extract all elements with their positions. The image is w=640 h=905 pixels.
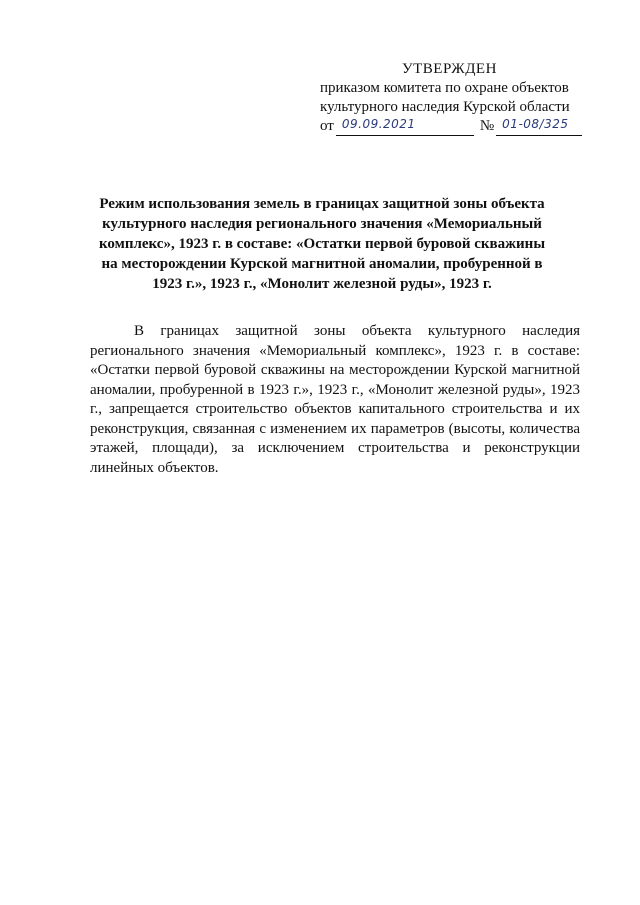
approval-line-2: культурного наследия Курской области (320, 99, 570, 115)
number-field (496, 119, 582, 136)
approval-line-1: приказом комитета по охране объектов (320, 80, 569, 96)
date-field (336, 119, 474, 136)
handwritten-date: 09.09.2021 (341, 117, 416, 131)
document-body-paragraph: В границах защитной зоны объекта культурного наследия регионального значения «Мемориальный комплекс», 1923 г. в составе: «Остатки первой буровой скважины на месторождении Курской магнитной аномалии, пробуренной в 1923 г.», 1923 г., «Монолит железной руды», 1923 г., запрещается строительство объектов капитального строительства и их реконструкция, связанная с изменением их параметров (высоты, количества этажей, площади), за исключением строительства и реконструкции линейных объектов. (90, 323, 580, 476)
date-from-label: от (320, 118, 334, 134)
approved-heading: УТВЕРЖДЕН (402, 61, 497, 77)
number-label: № (479, 118, 495, 134)
approval-stamp-block (320, 60, 590, 136)
document-title: Режим использования земель в границах защитной зоны объекта культурного наследия регионального значения «Мемориальный комплекс», 1923 г. в составе: «Остатки первой буровой скважины на месторождении Курской магнитной аномалии, пробуренной в 1923 г.», 1923 г., «Монолит железной руды», 1923 г. (98, 196, 546, 292)
handwritten-number: 01-08/325 (502, 117, 569, 131)
approval-date-number-row (320, 117, 590, 136)
